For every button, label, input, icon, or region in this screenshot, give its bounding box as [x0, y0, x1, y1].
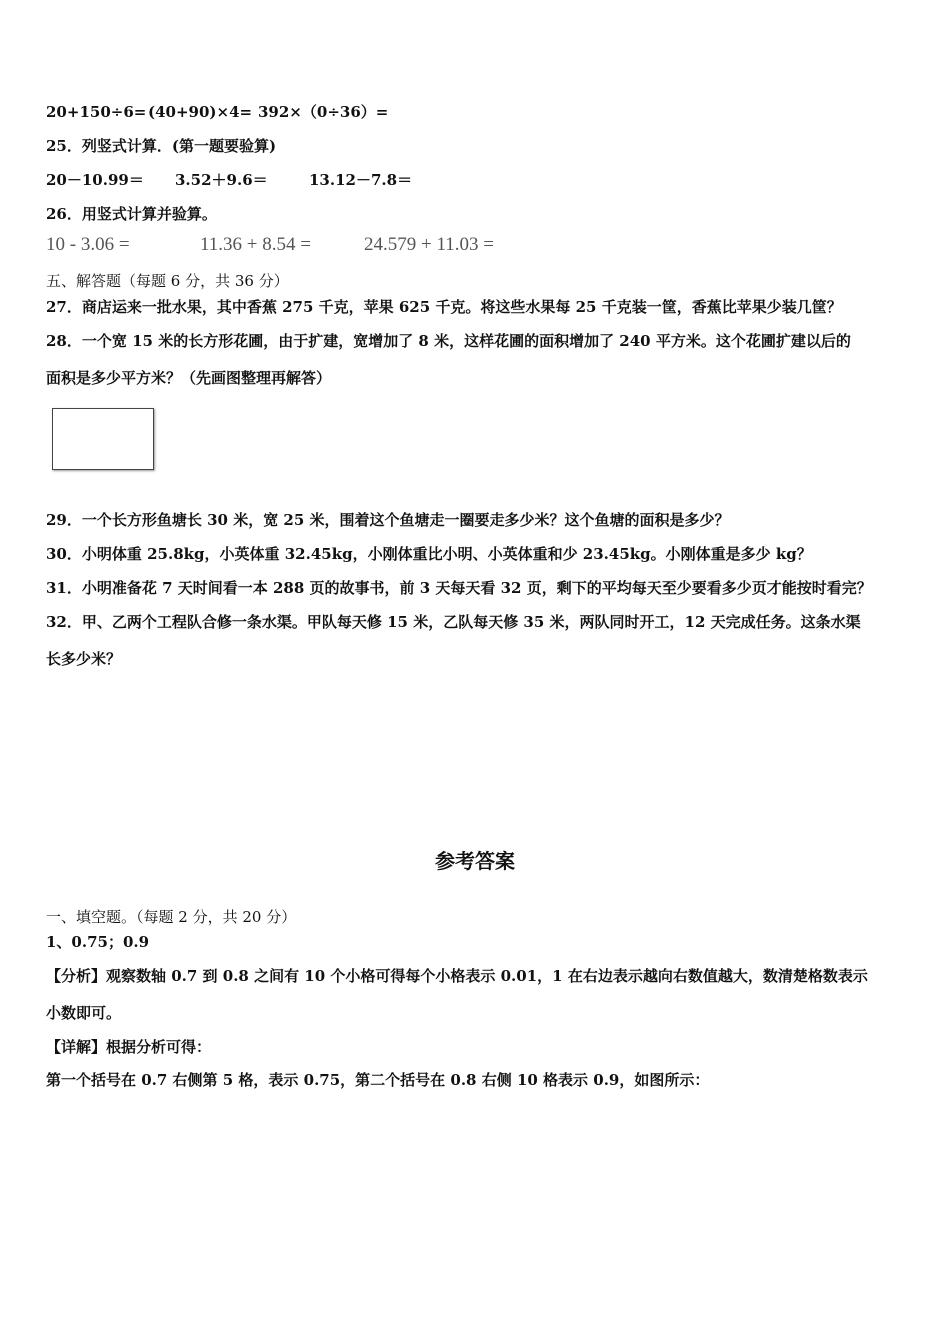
q25-item-3: 13.12－7.8＝ [309, 171, 413, 189]
question-32-line-2: 长多少米？ [46, 650, 122, 668]
q26-heading: 26．用竖式计算并验算。 [46, 205, 217, 223]
q24-item-3: 392×（0÷36）= [258, 103, 389, 121]
question-27: 27．商店运来一批水果，其中香蕉 275 千克，苹果 625 千克。将这些水果每 25 千克装一筐，香蕉比苹果少装几筐？ [46, 298, 842, 316]
q26-item-3: 24.579 + 11.03 = [364, 234, 494, 255]
section-5-heading: 五、解答题（每题 6 分，共 36 分） [46, 272, 289, 290]
question-32-line-1: 32．甲、乙两个工程队合修一条水渠。甲队每天修 15 米，乙队每天修 35 米，两队同时开工，12 天完成任务。这条水渠 [46, 613, 861, 631]
question-28-line-1: 28．一个宽 15 米的长方形花圃，由于扩建，宽增加了 8 米，这样花圃的面积增加了 240 平方米。这个花圃扩建以后的 [46, 332, 851, 350]
q25-item-1: 20－10.99＝ [46, 171, 144, 189]
q24-calculation-row [46, 102, 906, 122]
q24-item-2: (40+90)×4= [148, 103, 253, 121]
q26-item-1: 10 - 3.06 = [46, 234, 130, 255]
answer-key-title: 参考答案 [435, 849, 515, 873]
q25-item-2: 3.52＋9.6＝ [175, 171, 268, 189]
analysis-line-2: 小数即可。 [46, 1004, 122, 1022]
analysis-line-1: 【分析】观察数轴 0.7 到 0.8 之间有 10 个小格可得每个小格表示 0.01，1 在右边表示越向右数值越大，数清楚格数表示 [46, 967, 868, 985]
drawing-rectangle [52, 408, 154, 470]
question-31: 31．小明准备花 7 天时间看一本 288 页的故事书，前 3 天每天看 32 页，剩下的平均每天至少要看多少页才能按时看完？ [46, 579, 872, 597]
q25-calculation-row [46, 170, 906, 190]
answer-section-1-heading: 一、填空题。（每题 2 分，共 20 分） [46, 908, 297, 926]
question-29: 29．一个长方形鱼塘长 30 米，宽 25 米，围着这个鱼塘走一圈要走多少米？这个鱼塘的面积是多少？ [46, 511, 730, 529]
answer-1: 1、0.75；0.9 [46, 933, 150, 951]
detail-body: 第一个括号在 0.7 右侧第 5 格，表示 0.75，第二个括号在 0.8 右侧 10 格表示 0.9，如图所示： [46, 1071, 710, 1089]
q26-item-2: 11.36 + 8.54 = [200, 234, 311, 255]
q26-formula-row [46, 235, 906, 259]
q25-heading: 25．列竖式计算．(第一题要验算) [46, 137, 277, 155]
detail-heading: 【详解】根据分析可得： [46, 1038, 212, 1056]
q24-item-1: 20+150÷6= [46, 103, 147, 121]
question-30: 30．小明体重 25.8kg，小英体重 32.45kg，小刚体重比小明、小英体重和少 23.45kg。小刚体重是多少 kg？ [46, 545, 812, 563]
question-28-line-2: 面积是多少平方米？（先画图整理再解答） [46, 369, 332, 387]
